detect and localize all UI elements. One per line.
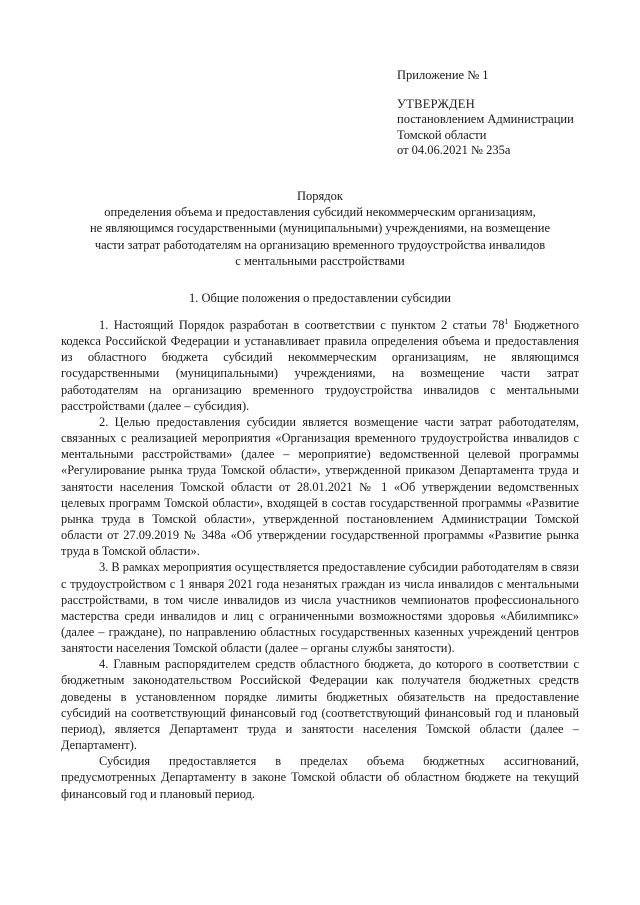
paragraph-2: 2. Целью предоставления субсидии является возмещение части затрат работодателям, связанных с реализацией мероприятия «Организация временного трудоустройства инвалидов с ментальными расстройствами» (далее – мероприятие) ведомственной целевой программы «Регулирование рынка труда Томской области», утвержденной приказом Департамента труда и занятости населения Томской области от 28.01.2021 № 1 «Об утверждении ведомственных целевых программ Томской области», входящей в состав государственной программы «Развитие рынка труда в Томской области», утвержденной постановлением Администрации Томской области от 27.09.2019 № 348а «Об утверждении государственной программы «Развитие рынка труда в Томской области». [61, 414, 579, 559]
paragraph-4: 4. Главным распорядителем средств областного бюджета, до которого в соответствии с бюджетным законодательством Российской Федерации как получателя бюджетных средств доведены в установленном порядке лимиты бюджетных обязательств на предоставление субсидий на соответствующий финансовый год (соответствующий финансовый год и плановый период), является Департамент труда и занятости населения Томской области (далее – Департамент). [61, 657, 579, 753]
approval-stamp [397, 68, 574, 159]
footnote-superscript: 1 [504, 317, 509, 326]
title-line-4: с ментальными расстройствами [235, 253, 405, 268]
title-heading: Порядок [297, 189, 343, 203]
approval-line-1: постановлением Администрации [397, 112, 574, 126]
title-line-2: не являющимся государственными (муниципальными) учреждениями, на возмещение [89, 221, 551, 236]
document-body [61, 317, 579, 802]
approved-label: УТВЕРЖДЕН [397, 96, 476, 111]
section-heading: 1. Общие положения о предоставлении субсидии [189, 291, 451, 305]
appendix-number: Приложение № 1 [397, 68, 489, 82]
document-title [60, 188, 580, 269]
paragraph-1-rest: Бюджетного кодекса Российской Федерации и устанавливает правила определения объема и предоставления из областного бюджета субсидий некоммерческим организациям, не являющимся государственными (муниципальными) учреждениями, на возмещение части затрат работодателям на организацию временного трудоустройства инвалидов с ментальными расстройствами (далее – субсидия). [61, 318, 579, 413]
title-line-1: определения объема и предоставления субсидий некоммерческим организациям, [104, 205, 536, 220]
paragraph-3: 3. В рамках мероприятия осуществляется предоставление субсидии работодателям в связи с трудоустройством с 1 января 2021 года незанятых граждан из числа инвалидов с ментальными расстройствами, в том числе инвалидов из числа участников чемпионатов профессионального мастерства среди инвалидов и лиц с ограниченными возможностями здоровья «Абилимпикс» (далее – граждане), по направлению областных государственных казенных учреждений центров занятости населения Томской области (далее – органы службы занятости). [61, 560, 579, 656]
paragraph-1 [61, 317, 579, 414]
approval-date: от 04.06.2021 № 235а [397, 143, 511, 157]
title-line-3: части затрат работодателям на организацию временного трудоустройства инвалидов [94, 237, 546, 252]
paragraph-5: Субсидия предоставляется в пределах объема бюджетных ассигнований, предусмотренных Департаменту в законе Томской области об областном бюджете на текущий финансовый год и плановый период. [61, 754, 579, 801]
approval-line-2: Томской области [397, 127, 487, 142]
paragraph-1-main: 1. Настоящий Порядок разработан в соответствии с пунктом 2 статьи 78 [99, 318, 505, 332]
